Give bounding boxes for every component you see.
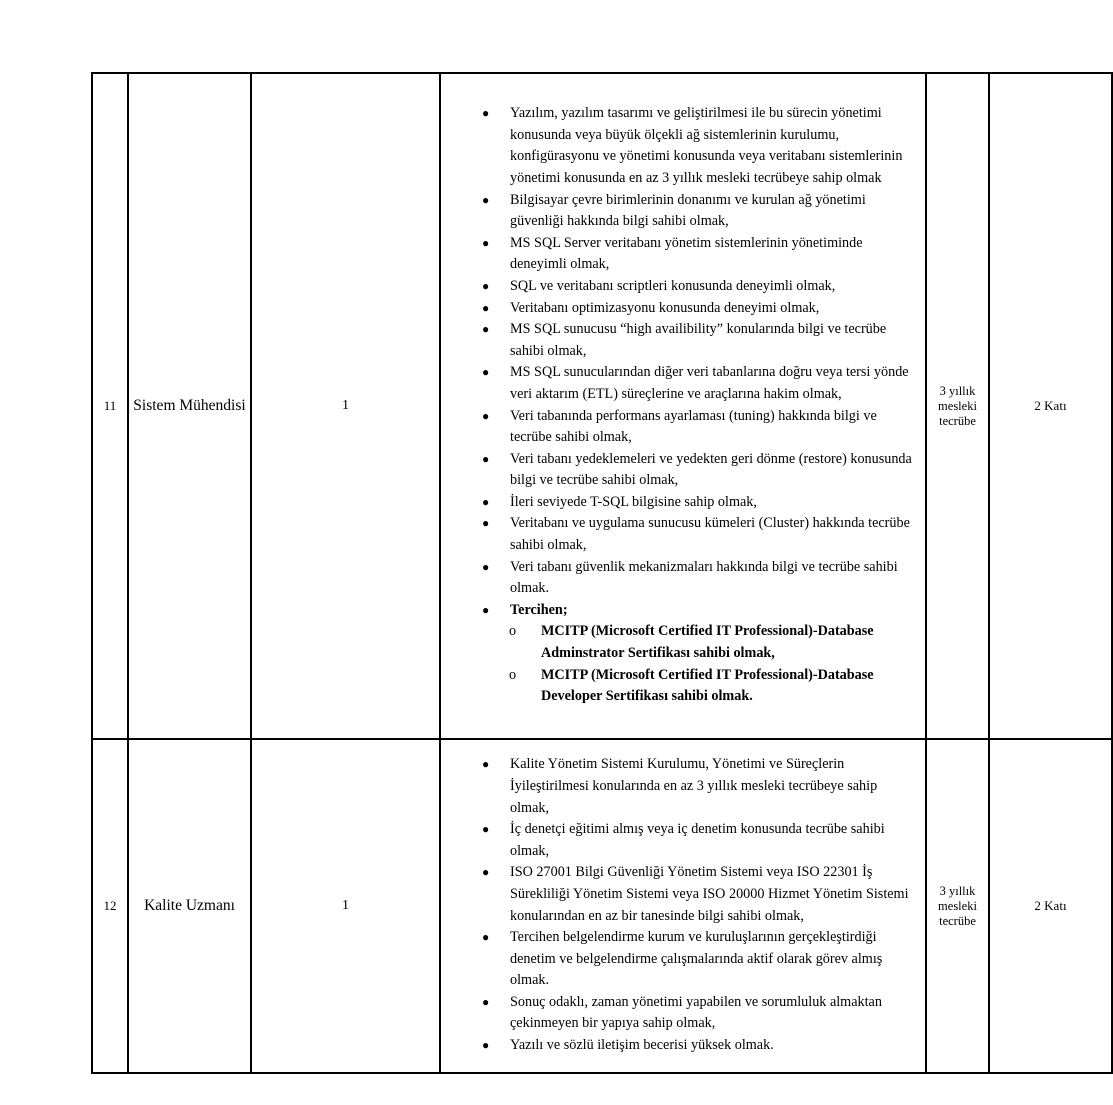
circle-bullet-icon: o — [509, 623, 517, 640]
list-item — [441, 819, 919, 862]
list-item — [441, 449, 919, 492]
ratio: 2 Katı — [989, 739, 1112, 1073]
list-item — [441, 927, 919, 992]
requirement-text: Bilgisayar çevre birimlerinin donanımı ve kurulan ağ yönetimi güvenliği hakkında bilgi sahibi olmak, — [510, 191, 866, 230]
requirement-text: Yazılı ve sözlü iletişim becerisi yüksek olmak. — [510, 1037, 774, 1054]
ratio: 2 Katı — [989, 73, 1112, 739]
bullet-icon: ● — [482, 106, 490, 121]
list-item — [441, 1035, 919, 1057]
requirement-text: Sonuç odaklı, zaman yönetimi yapabilen ve sorumluluk almaktan çekinmeyen bir yapıya sahip olmak, — [510, 993, 882, 1032]
circle-bullet-icon: o — [509, 666, 517, 683]
bullet-icon: ● — [482, 1038, 490, 1053]
list-item — [441, 513, 919, 556]
bullet-icon: ● — [482, 559, 490, 574]
bullet-icon: ● — [482, 300, 490, 315]
experience-requirement: 3 yıllık mesleki tecrübe — [926, 739, 989, 1073]
position-count: 1 — [251, 73, 440, 739]
requirement-text: Tercihen belgelendirme kurum ve kuruluşlarının gerçekleştirdiği denetim ve belgelendirme çalışmalarında aktif olarak görev almış olmak. — [510, 929, 883, 989]
row-number: 12 — [92, 739, 128, 1073]
row-number: 11 — [92, 73, 128, 739]
list-item — [441, 600, 919, 708]
bullet-icon: ● — [482, 757, 490, 772]
list-item — [441, 298, 919, 320]
requirement-text: ISO 27001 Bilgi Güvenliği Yönetim Sistemi veya ISO 22301 İş Sürekliliği Yönetim Sistemi veya ISO 20000 Hizmet Yönetim Sistemi konularından en az bir tanesinde bilgi sahibi olmak, — [510, 864, 909, 924]
requirement-text: Veri tabanı güvenlik mekanizmaları hakkında bilgi ve tecrübe sahibi olmak. — [510, 558, 898, 597]
list-item — [441, 276, 919, 298]
requirement-text: Kalite Yönetim Sistemi Kurulumu, Yönetimi ve Süreçlerin İyileştirilmesi konularında en az 3 yıllık mesleki tecrübeye sahip olmak, — [510, 756, 878, 816]
bullet-icon: ● — [482, 278, 490, 293]
list-item — [441, 406, 919, 449]
requirements-cell — [440, 739, 926, 1073]
list-item — [441, 190, 919, 233]
list-item — [441, 557, 919, 600]
bullet-icon: ● — [482, 994, 490, 1009]
list-item — [481, 665, 919, 708]
preferred-text: MCITP (Microsoft Certified IT Professional)-Database Adminstrator Sertifikası sahibi olmak, — [541, 623, 874, 662]
requirement-text: Yazılım, yazılım tasarımı ve geliştirilmesi ile bu sürecin yönetimi konusunda veya büyük ölçekli ağ sistemlerinin kurulumu, konfigürasyonu ve yönetimi konusunda veya veritabanı sistemlerinin yönetimi konusunda en az 3 yıllık mesleki tecrübeye sahip olmak — [510, 105, 903, 186]
requirement-text: MS SQL sunucusu “high availibility” konularında bilgi ve tecrübe sahibi olmak, — [510, 321, 887, 359]
bullet-icon: ● — [482, 192, 490, 207]
bullet-icon: ● — [482, 930, 490, 945]
bullet-icon: ● — [482, 865, 490, 880]
bullet-icon: ● — [482, 322, 490, 337]
requirement-text: Veritabanı ve uygulama sunucusu kümeleri (Cluster) hakkında tecrübe sahibi olmak, — [510, 515, 910, 554]
requirement-text: Veri tabanı yedeklemeleri ve yedekten geri dönme (restore) konusunda bilgi ve tecrübe sahibi olmak, — [510, 450, 912, 489]
preferred-text: MCITP (Microsoft Certified IT Professional)-Database Developer Sertifikası sahibi olmak. — [541, 666, 874, 705]
bullet-icon: ● — [482, 516, 490, 531]
requirement-text: İç denetçi eğitimi almış veya iç denetim konusunda tecrübe sahibi olmak, — [510, 821, 885, 859]
requirement-text: İleri seviyede T-SQL bilgisine sahip olmak, — [510, 493, 757, 510]
bullet-icon: ● — [482, 822, 490, 837]
list-item — [441, 233, 919, 276]
table-row — [92, 73, 1112, 739]
requirement-text: MS SQL sunucularından diğer veri tabanlarına doğru veya tersi yönde veri aktarım (ETL) süreçlerine ve araçlarına hakim olmak, — [510, 364, 909, 402]
list-item — [441, 992, 919, 1035]
requirements-list — [441, 101, 925, 711]
list-item — [441, 862, 919, 927]
bullet-icon: ● — [482, 365, 490, 380]
job-requirements-table — [91, 72, 1113, 1074]
list-item — [441, 103, 919, 189]
list-item — [481, 621, 919, 664]
requirement-text: SQL ve veritabanı scriptleri konusunda deneyimli olmak, — [510, 277, 836, 294]
position-count: 1 — [251, 739, 440, 1073]
bullet-icon: ● — [482, 602, 490, 617]
list-item — [441, 362, 919, 405]
list-item — [441, 492, 919, 514]
bullet-icon: ● — [482, 408, 490, 423]
experience-requirement: 3 yıllık mesleki tecrübe — [926, 73, 989, 739]
requirement-text: Veritabanı optimizasyonu konusunda deneyimi olmak, — [510, 299, 820, 316]
table-row — [92, 739, 1112, 1073]
list-item — [441, 754, 919, 819]
bullet-icon: ● — [482, 235, 490, 250]
preferred-list — [510, 621, 919, 707]
bullet-icon: ● — [482, 451, 490, 466]
requirement-text: MS SQL Server veritabanı yönetim sistemlerinin yönetiminde deneyimli olmak, — [510, 234, 863, 273]
list-item — [441, 319, 919, 362]
bullet-icon: ● — [482, 494, 490, 509]
preferred-label: Tercihen; — [510, 601, 568, 618]
position-title: Sistem Mühendisi — [128, 73, 251, 739]
position-title: Kalite Uzmanı — [128, 739, 251, 1073]
requirement-text: Veri tabanında performans ayarlaması (tuning) hakkında bilgi ve tecrübe sahibi olmak, — [510, 407, 877, 446]
requirements-cell — [440, 73, 926, 739]
requirements-list — [441, 752, 925, 1059]
